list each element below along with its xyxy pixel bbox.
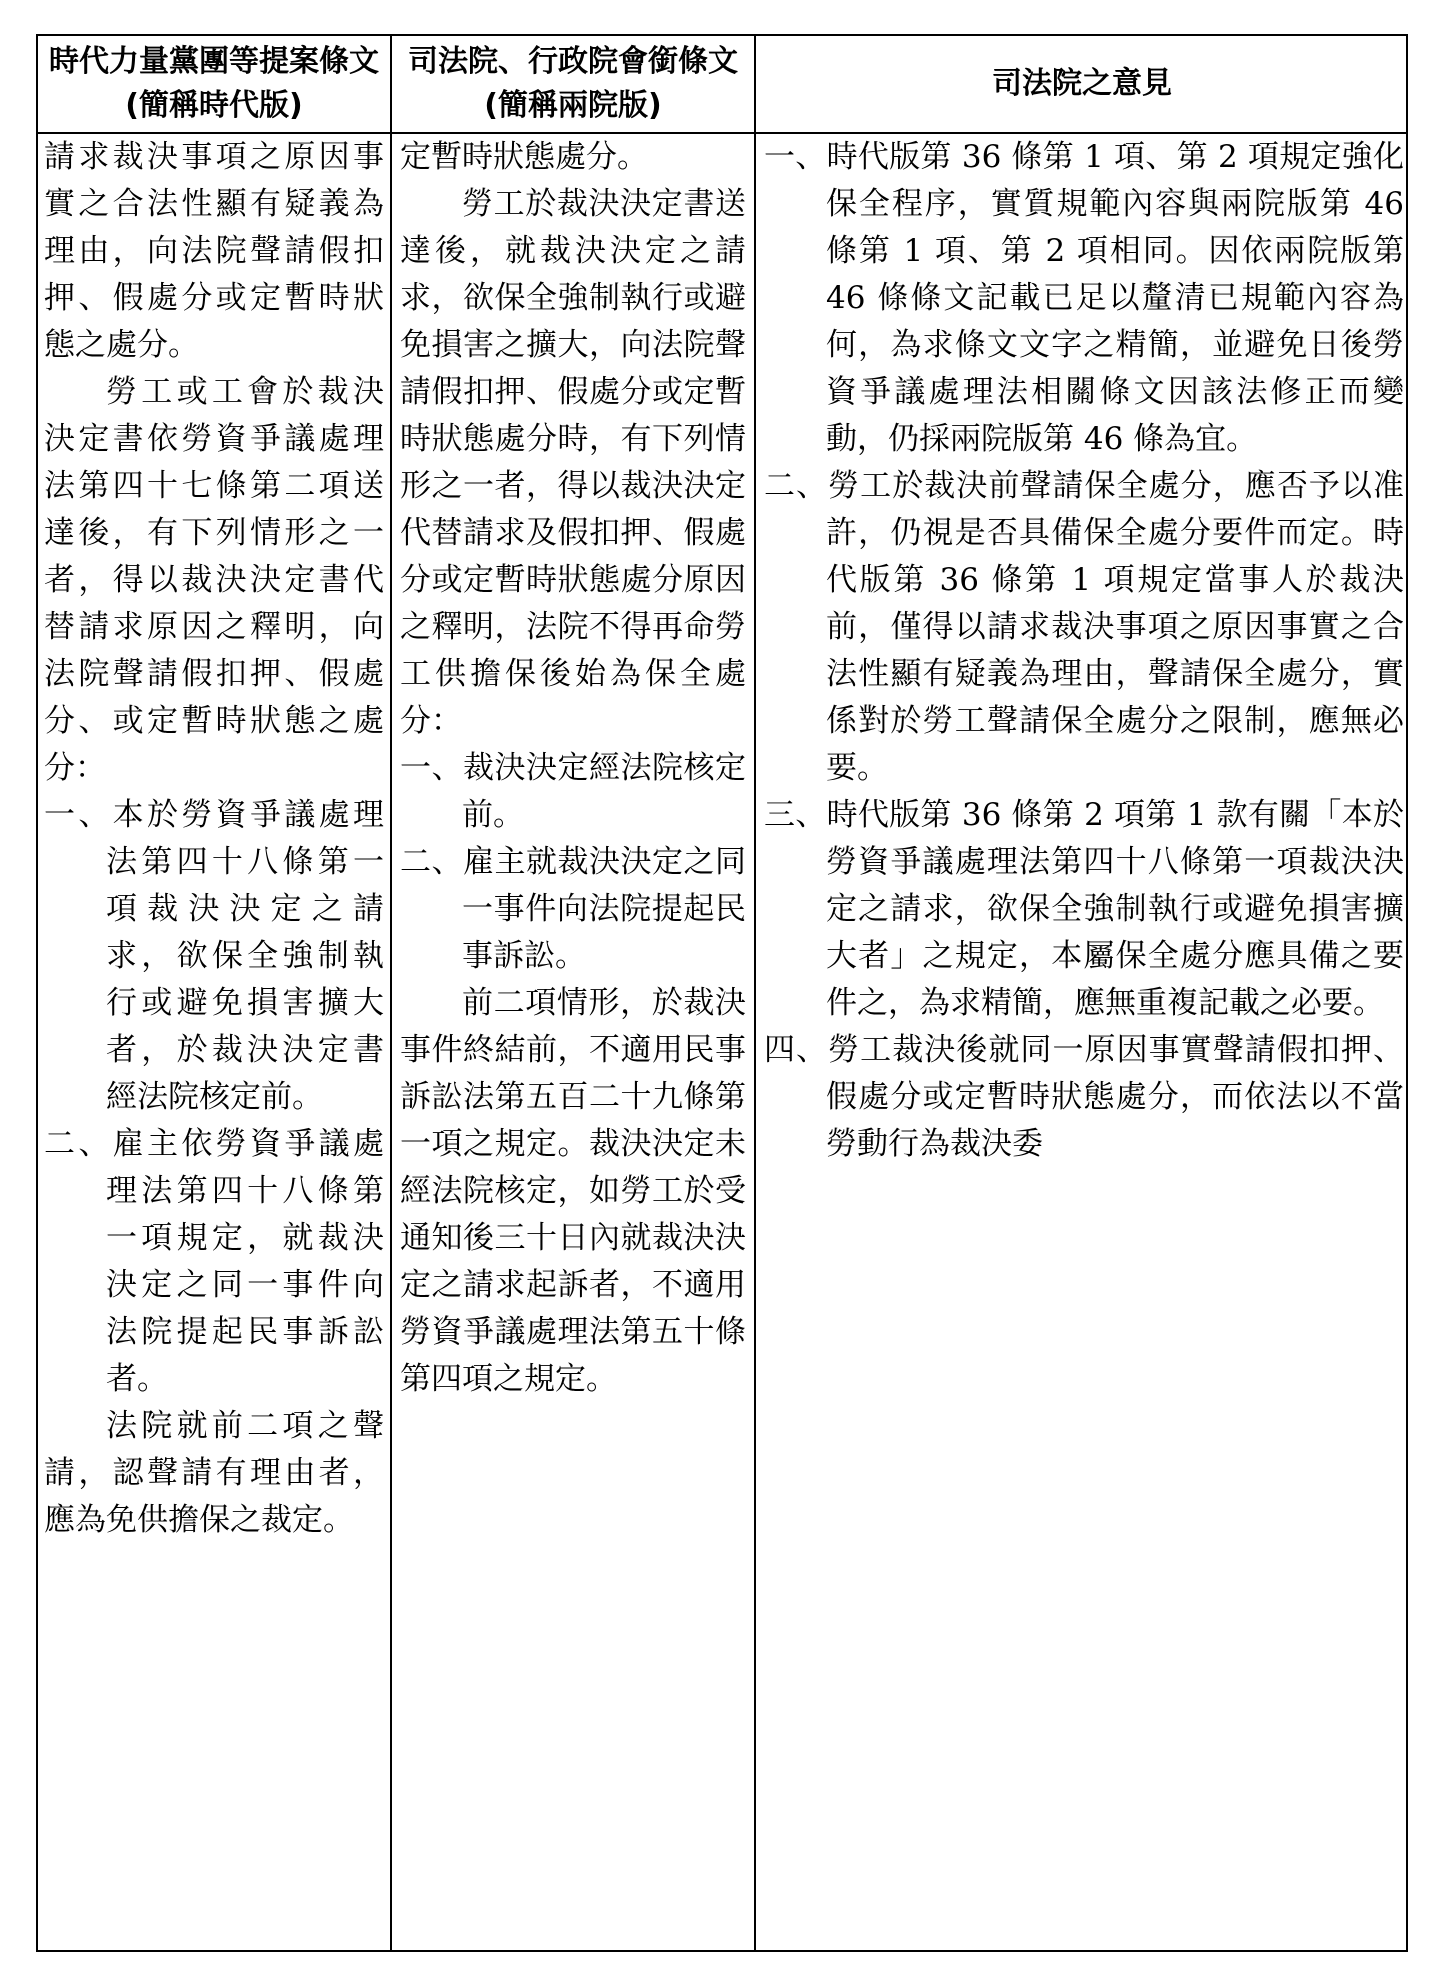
- list-item: 一、本於勞資爭議處理法第四十八條第一項裁決決定之請求，欲保全強制執行或避免損害擴大者，於裁決決定書經法院核定前。: [44, 797, 384, 1115]
- header-title: 時代力量黨團等提案條文: [49, 44, 379, 79]
- paragraph: 勞工於裁決決定書送達後，就裁決決定之請求，欲保全強制執行或避免損害之擴大，向法院聲請假扣押、假處分或定暫時狀態處分時，有下列情形之一者，得以裁決決定代替請求及假扣押、假處分或定暫時狀態處分原因之釋明，法院不得再命勞工供擔保後始為保全處分：: [400, 186, 746, 739]
- header-subtitle: (簡稱兩院版): [484, 88, 662, 123]
- header-subtitle: (簡稱時代版): [125, 88, 303, 123]
- column-header-two-yuan-version: [392, 36, 754, 132]
- list-item: 一、裁決決定經法院核定前。: [400, 750, 746, 833]
- paragraph: 前二項情形，於裁決事件終結前，不適用民事訴訟法第五百二十九條第一項之規定。裁決決定未經法院核定，如勞工於受通知後三十日內就裁決決定之請求起訴者，不適用勞資爭議處理法第五十條第四項之規定。: [400, 985, 746, 1397]
- list-item: 三、時代版第 36 條第 2 項第 1 款有關「本於勞資爭議處理法第四十八條第一項裁決決定之請求，欲保全強制執行或避免損害擴大者」之規定，本屬保全處分應具備之要件之，為求精簡，應無重複記載之必要。: [764, 797, 1404, 1021]
- paragraph: 勞工或工會於裁決決定書依勞資爭議處理法第四十七條第二項送達後，有下列情形之一者，得以裁決決定書代替請求原因之釋明，向法院聲請假扣押、假處分、或定暫時狀態之處分：: [44, 374, 384, 786]
- paragraph: 請求裁決事項之原因事實之合法性顯有疑義為理由，向法院聲請假扣押、假處分或定暫時狀態之處分。: [44, 139, 384, 363]
- column-era-version-text: [44, 134, 384, 1544]
- column-two-yuan-version-text: [400, 134, 746, 1403]
- header-title: 司法院、行政院會銜條文: [408, 44, 738, 79]
- column-judicial-opinion-text: [764, 134, 1404, 1950]
- list-item: 一、時代版第 36 條第 1 項、第 2 項規定強化保全程序，實質規範內容與兩院版第 46 條第 1 項、第 2 項相同。因依兩院版第 46 條條文記載已足以釐清已規範內容為何，為求條文文字之精簡，並避免日後勞資爭議處理法相關條文因該法修正而變動，仍採兩院版第 46 條為宜。: [764, 139, 1404, 457]
- column-header-judicial-opinion: [756, 36, 1408, 132]
- list-item: 二、雇主依勞資爭議處理法第四十八條第一項規定，就裁決決定之同一事件向法院提起民事訴訟者。: [44, 1126, 384, 1397]
- list-item: 四、勞工裁決後就同一原因事實聲請假扣押、假處分或定暫時狀態處分，而依法以不當勞動行為裁決委: [764, 1032, 1404, 1162]
- list-item: 二、雇主就裁決決定之同一事件向法院提起民事訴訟。: [400, 844, 746, 974]
- column-divider: [754, 36, 756, 1950]
- column-divider: [390, 36, 392, 1950]
- header-title: 司法院之意見: [992, 66, 1172, 101]
- paragraph: 定暫時狀態處分。: [400, 139, 648, 175]
- column-header-era-version: [38, 36, 390, 132]
- paragraph: 法院就前二項之聲請，認聲請有理由者，應為免供擔保之裁定。: [44, 1408, 384, 1538]
- list-item: 二、勞工於裁決前聲請保全處分，應否予以准許，仍視是否具備保全處分要件而定。時代版第 36 條第 1 項規定當事人於裁決前，僅得以請求裁決事項之原因事實之合法性顯有疑義為理由，聲請保全處分，實係對於勞工聲請保全處分之限制，應無必要。: [764, 468, 1404, 786]
- comparison-table: [36, 34, 1408, 1952]
